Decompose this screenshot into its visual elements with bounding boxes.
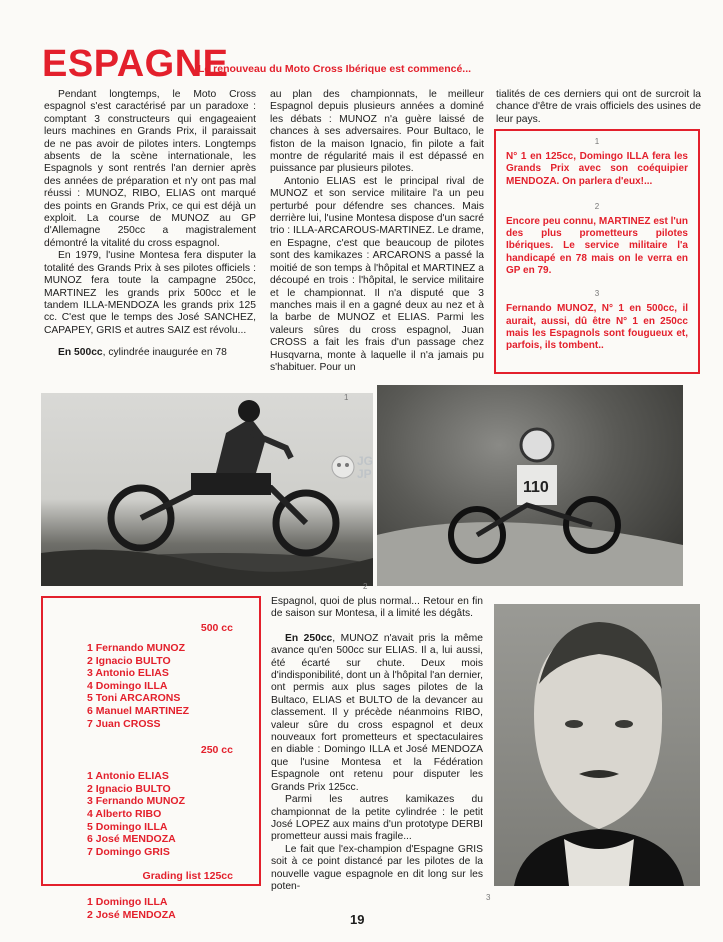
list-item: 7 Juan CROSS <box>87 717 161 730</box>
list-item: 1 Fernando MUNOZ <box>87 642 186 654</box>
photo-number: 3 <box>486 893 491 902</box>
paragraph: Le fait que l'ex-champion d'Espagne GRIS soit à ce point distancé par les pilotes de la nouvelle vague espagnole en dit long sur les poten- <box>271 843 483 892</box>
page-number: 19 <box>350 912 365 927</box>
caption-text: N° 1 en 125cc, Domingo ILLA fera les Grands Prix avec son coéquipier MENDOZA. On parlera d'eux!... <box>506 151 688 187</box>
ranking-title-125: Grading list 125cc <box>142 870 233 883</box>
caption-text: Fernando MUNOZ, N° 1 en 500cc, il aurait, aussi, dû être N° 1 en 250cc mais les Espagnols sont fougueux et, parfois, ils tombent.. <box>506 303 688 352</box>
watermark-text: JG JP <box>357 454 374 481</box>
rider-track-illustration <box>377 385 683 586</box>
paragraph: Parmi les autres kamikazes du championnat de la petite cylindrée : le petit José LOPEZ aux mains d'un prototype DERBI prometteur aussi mais fragile... <box>271 794 483 843</box>
photo-rider-track <box>377 385 683 586</box>
text-column-1 <box>44 89 256 360</box>
paragraph: En 250cc, MUNOZ n'avait pris la même avance qu'en 500cc sur ELIAS. Il a, lui aussi, été écarté sur chute. Deux mois d'indisponibilité, dont un à l'hôpital l'an dernier, ont permis aux plus sages pilotes de la Bultaco, ELIAS et BULTO de la devancer au classement. Il y précède néanmoins RIBO, valeur sûre du cross espagnol et deux nouveaux fort prometteurs et spectaculaires en diable : Domingo ILLA et José MENDOZA que l'usine Montesa et la Fédération Espagnole ont retenu pour disputer les Grands Prix 125cc. <box>271 632 483 793</box>
list-item: 6 Manuel MARTINEZ <box>87 704 190 717</box>
paragraph: au plan des championnats, le meilleur Espagnol depuis plusieurs années a dominé les débats : MUNOZ n'a guère laissé de chances à ses adversaires. Pour Bultaco, le fiston de la maison Ignacio, fin pilote a fait montre de régularité mais il est dépassé en puissance par plusieurs pilotes. <box>270 89 484 175</box>
ranking-title-500: 500 cc <box>200 622 233 634</box>
paragraph: En 500cc, cylindrée inaugurée en 78 <box>58 347 227 359</box>
list-item: 1 Antonio ELIAS <box>87 770 169 783</box>
text-column-3 <box>496 89 701 126</box>
caption-number: 1 <box>594 137 600 146</box>
svg-text:110: 110 <box>523 479 549 496</box>
caption-number: 2 <box>594 201 600 211</box>
paragraph: Pendant longtemps, le Moto Cross espagnol s'est caractérisé par un paradoxe : comptant 3 constructeurs qui engageaient leurs machines en Grands Prix, il paraissait de ne pas avoir de pilotes inters. Longtemps absents de la scène internationale, les Espagnols y sont rentrés l'an dernier après des années de préparation et n'y ont pas mal réussi : MUNOZ, RIBO, ELIAS ont marqué des points en Grands Prix, ce qui est déjà un exploit. La course de MUNOZ au GP d'Allemagne 250cc a magistralement démontré la vitalité du cross espagnol. <box>44 89 256 249</box>
paragraph: tialités de ces derniers qui ont de surcroit la chance d'être de vrais officiels des usines de leur pays. <box>496 89 701 125</box>
list-item: 1 Domingo ILLA <box>87 896 168 909</box>
photo-rider-jump <box>41 393 373 586</box>
photo-portrait <box>494 604 700 886</box>
article-title: ESPAGNE <box>42 43 229 85</box>
ranking-list-250 <box>87 770 233 858</box>
watermark-logo <box>329 449 379 489</box>
ranking-list-125 <box>87 896 233 921</box>
list-item: 6 José MENDOZA <box>87 833 176 846</box>
captions-box <box>494 129 700 374</box>
list-item: 3 Antonio ELIAS <box>87 667 169 680</box>
article-subtitle: Le renouveau du Moto Cross Ibérique est commencé... <box>198 63 472 75</box>
list-item: 5 Domingo ILLA <box>87 820 168 833</box>
paragraph: Espagnol, quoi de plus normal... Retour en fin de saison sur Montesa, il a limité les dégâts. <box>271 596 483 620</box>
caption-text: Encore peu connu, MARTINEZ est l'un des plus prometteurs pilotes Ibériques. Le service militaire l'a handicapé en 78 mais on le verra en GP en 79. <box>506 215 688 277</box>
list-item: 4 Alberto RIBO <box>87 807 162 820</box>
list-item: 3 Fernando MUNOZ <box>87 795 186 808</box>
paragraph: En 1979, l'usine Montesa fera disputer la totalité des Grands Prix à ses pilotes officiels : MUNOZ fera toute la campagne 250cc, MARTINEZ les grands prix 500cc et le tandem ILLA-MENDOZA les grands prix 125 cc. C'est que le temps des José SANCHEZ, CAPAPEY, GRIS et autres SAIZ est révolu... <box>44 250 256 336</box>
text-column-2 <box>270 89 484 374</box>
paragraph: Antonio ELIAS est le principal rival de MUNOZ et son service militaire l'a un peu perturbé pour défendre ses chances. Mais derrière lui, l'usine Montesa dispose d'un sacré trio : ILLA-ARCAROUS-MARTINEZ. Le drame, en Espagne, c'est que beaucoup de pilotes sont des kamikazes : ARCARONS a passé la moitié de son temps à l'hôpital et MARTINEZ a découpé en trois : l'hôpital, le service militaire et le championnat. Il n'a disputé que 3 manches mais il en a gagné deux au nez et à la barbe de MUNOZ et ELIAS. Parmi les valeurs sûres du cross espagnol, Juan CROSS a fait les frais d'un passage chez Husqvarna, monte à laquelle il n'a jamais pu s'habituer. Pour un <box>270 175 484 373</box>
photo-number: 2 <box>363 582 368 591</box>
rankings-box <box>41 596 261 921</box>
portrait-illustration <box>494 604 700 886</box>
list-item: 7 Domingo GRIS <box>87 845 170 858</box>
rider-jump-illustration <box>41 393 373 586</box>
list-item: 5 Toni ARCARONS <box>87 692 181 705</box>
list-item: 2 Ignacio BULTO <box>87 654 171 667</box>
list-item: 4 Domingo ILLA <box>87 679 168 692</box>
photo-number: 1 <box>344 393 349 402</box>
ranking-title-250: 250 cc <box>200 744 233 757</box>
list-item: 2 José MENDOZA <box>87 908 176 921</box>
list-item: 2 Ignacio BULTO <box>87 782 171 795</box>
caption-number: 3 <box>594 289 600 299</box>
ranking-list-500 <box>87 642 233 730</box>
text-column-lower <box>271 596 483 893</box>
